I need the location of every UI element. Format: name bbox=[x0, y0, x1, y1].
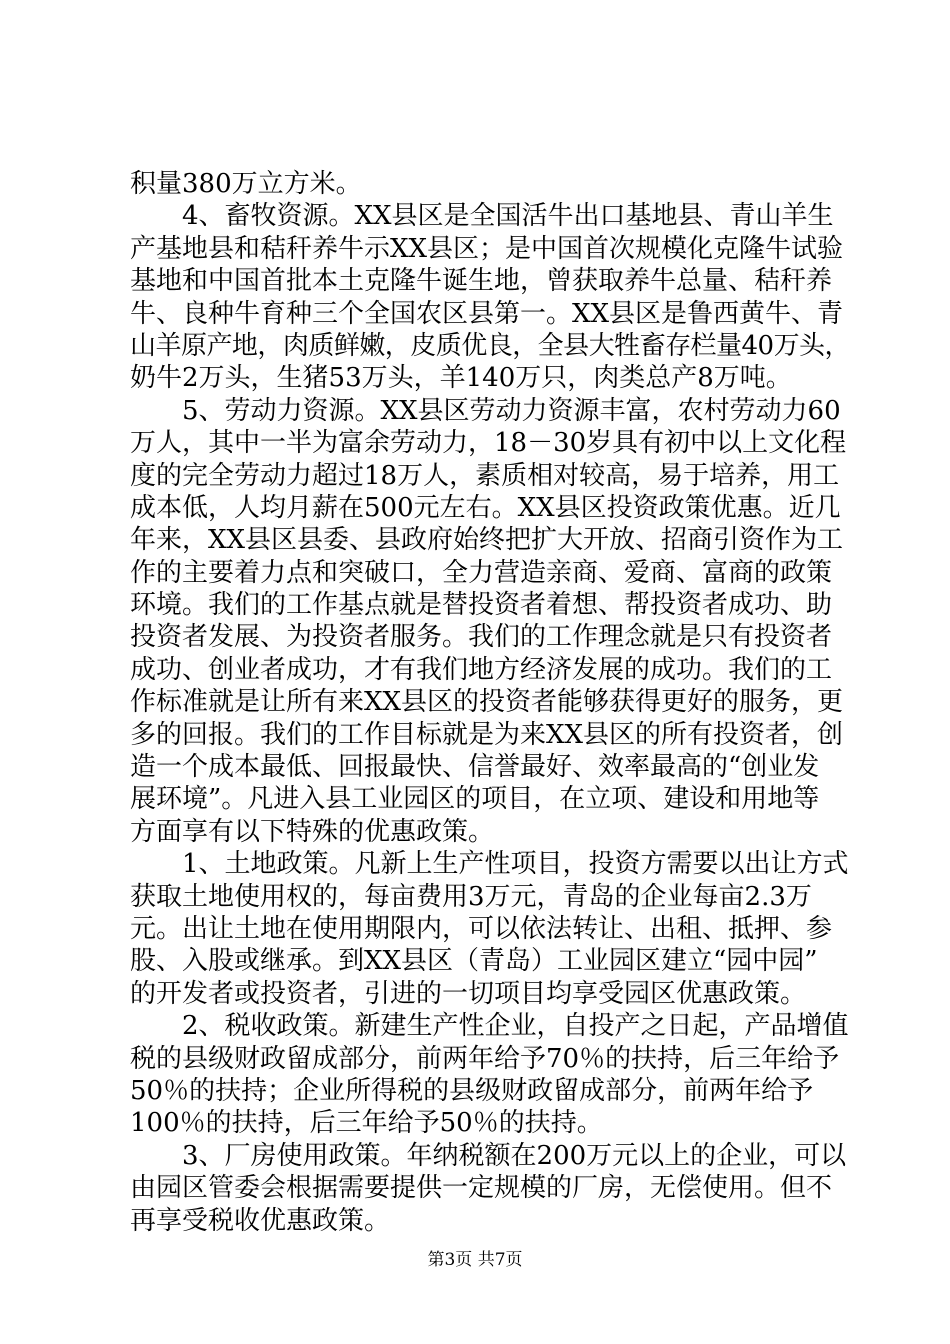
text-line: 元。出让土地在使用期限内，可以依法转让、出租、抵押、参 bbox=[130, 913, 833, 944]
text-line: 作的主要着力点和突破口，全力营造亲商、爱商、富商的政策 bbox=[130, 557, 833, 588]
text-line: 方面享有以下特殊的优惠政策。 bbox=[130, 816, 495, 847]
text-line: 1、土地政策。凡新上生产性项目，投资方需要以出让方式 bbox=[182, 849, 849, 880]
text-line: 的开发者或投资者，引进的一切项目均享受园区优惠政策。 bbox=[130, 978, 807, 1009]
text-line: 税的县级财政留成部分，前两年给予70％的扶持，后三年给予 bbox=[130, 1043, 840, 1074]
text-line: 投资者发展、为投资者服务。我们的工作理念就是只有投资者 bbox=[130, 622, 833, 653]
text-line: 作标准就是让所有来XX县区的投资者能够获得更好的服务，更 bbox=[130, 687, 844, 718]
text-line: 50％的扶持；企业所得税的县级财政留成部分，前两年给予 bbox=[130, 1075, 814, 1106]
text-line: 万人，其中一半为富余劳动力，18－30岁具有初中以上文化程 bbox=[130, 428, 847, 459]
text-line: 5、劳动力资源。XX县区劳动力资源丰富，农村劳动力60 bbox=[182, 395, 841, 426]
text-line: 4、畜牧资源。XX县区是全国活牛出口基地县、青山羊生 bbox=[182, 201, 834, 232]
text-line: 100％的扶持，后三年给予50％的扶持。 bbox=[130, 1108, 603, 1139]
document-body bbox=[130, 168, 850, 1237]
text-line: 年来，XX县区县委、县政府始终把扩大开放、招商引资作为工 bbox=[130, 525, 844, 556]
text-line: 基地和中国首批本土克隆牛诞生地，曾获取养牛总量、秸秆养 bbox=[130, 266, 833, 297]
text-line: 奶牛2万头，生猪53万头，羊140万只，肉类总产8万吨。 bbox=[130, 363, 792, 394]
text-line: 3、厂房使用政策。年纳税额在200万元以上的企业，可以 bbox=[182, 1140, 847, 1171]
text-line: 产基地县和秸秆养牛示XX县区；是中国首次规模化克隆牛试验 bbox=[130, 233, 844, 264]
text-line: 股、入股或继承。到XX县区（青岛）工业园区建立“园中园” bbox=[130, 946, 818, 977]
text-line: 积量380万立方米。 bbox=[130, 169, 362, 199]
text-line: 由园区管委会根据需要提供一定规模的厂房，无偿使用。但不 bbox=[130, 1173, 833, 1204]
text-line: 山羊原产地，肉质鲜嫩，皮质优良，全县大牲畜存栏量40万头， bbox=[130, 330, 851, 361]
text-line: 多的回报。我们的工作目标就是为来XX县区的所有投资者，创 bbox=[130, 719, 844, 750]
text-line: 成本低，人均月薪在500元左右。XX县区投资政策优惠。近几 bbox=[130, 492, 841, 523]
text-line: 环境。我们的工作基点就是替投资者着想、帮投资者成功、助 bbox=[130, 590, 833, 621]
page-footer: 第3页 共7页 bbox=[427, 1250, 523, 1270]
text-line: 展环境”。凡进入县工业园区的项目，在立项、建设和用地等 bbox=[130, 784, 820, 815]
text-line: 成功、创业者成功，才有我们地方经济发展的成功。我们的工 bbox=[130, 654, 833, 685]
text-line: 再享受税收优惠政策。 bbox=[130, 1205, 391, 1236]
text-line: 获取土地使用权的，每亩费用3万元，青岛的企业每亩2.3万 bbox=[130, 881, 812, 912]
text-line: 2、税收政策。新建生产性企业，自投产之日起，产品增值 bbox=[182, 1011, 849, 1042]
text-line: 造一个成本最低、回报最快、信誉最好、效率最高的“创业发 bbox=[130, 752, 820, 783]
text-line: 牛、良种牛育种三个全国农区县第一。XX县区是鲁西黄牛、青 bbox=[130, 298, 844, 329]
text-line: 度的完全劳动力超过18万人，素质相对较高，易于培养，用工 bbox=[130, 460, 840, 491]
